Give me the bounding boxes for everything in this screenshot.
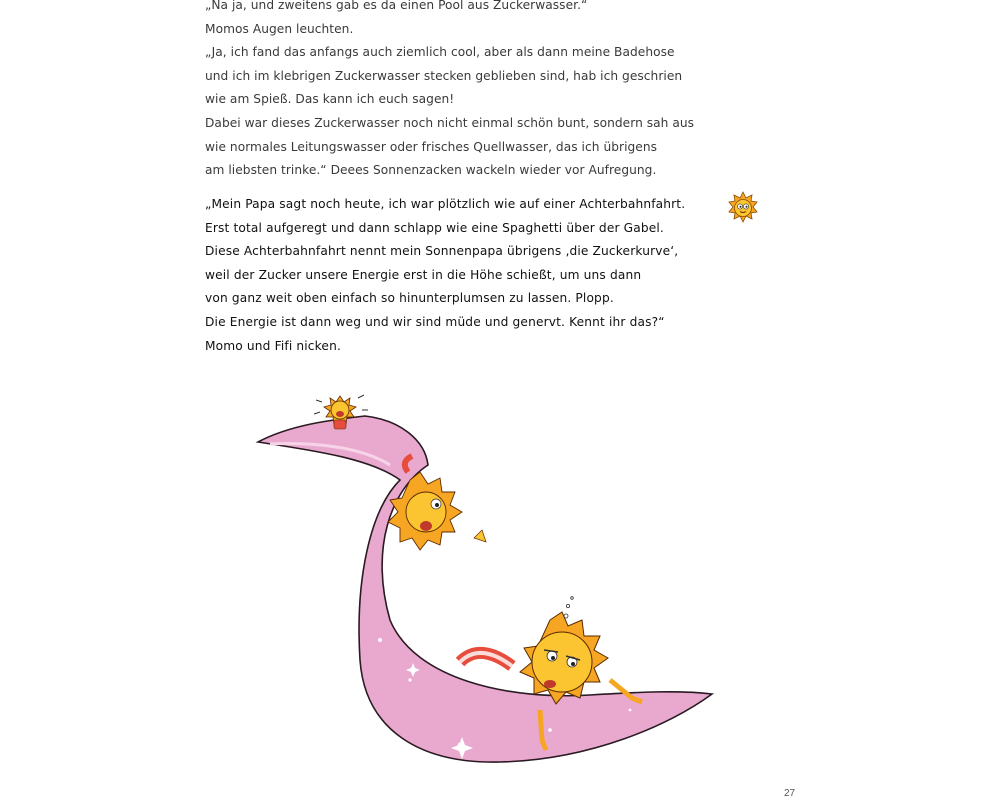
text-line: Momo und Fifi nicken. (205, 338, 341, 353)
text-line: Momos Augen leuchten. (205, 21, 354, 36)
text-line: wie normales Leitungswasser oder frisches Quellwasser, das ich übrigens (205, 139, 658, 154)
text-line: Diese Achterbahnfahrt nennt mein Sonnenpapa übrigens ‚die Zuckerkurve‘, (205, 244, 679, 259)
page-number: 27 (784, 788, 796, 799)
text-line: wie am Spieß. Das kann ich euch sagen! (205, 92, 455, 107)
text-line: Dabei war dieses Zuckerwasser noch nicht einmal schön bunt, sondern sah aus (205, 115, 695, 130)
text-line: „Na ja, und zweitens gab es da einen Pool aus Zuckerwasser.“ (205, 0, 588, 12)
sugar-curve-illustration (250, 380, 730, 775)
story-paragraph-2 (205, 193, 725, 358)
story-paragraph-1 (205, 0, 725, 183)
text-line: Erst total aufgeregt und dann schlapp wie eine Spaghetti über der Gabel. (205, 220, 664, 235)
text-line: „Mein Papa sagt noch heute, ich war plötzlich wie auf einer Achterbahnfahrt. (205, 197, 686, 211)
sun-character-icon (726, 190, 760, 224)
text-line: und ich im klebrigen Zuckerwasser stecken geblieben sind, hab ich geschrien (205, 68, 683, 83)
text-line: am liebsten trinke.“ Deees Sonnenzacken wackeln wieder vor Aufregung. (205, 163, 657, 178)
text-line: Die Energie ist dann weg und wir sind müde und genervt. Kennt ihr das?“ (205, 314, 665, 329)
text-line: weil der Zucker unsere Energie erst in die Höhe schießt, um uns dann (205, 267, 642, 282)
pink-slide (258, 416, 712, 762)
text-line: von ganz weit oben einfach so hinunterplumsen zu lassen. Plopp. (205, 291, 614, 306)
text-line: „Ja, ich fand das anfangs auch ziemlich cool, aber als dann meine Badehose (205, 45, 675, 60)
